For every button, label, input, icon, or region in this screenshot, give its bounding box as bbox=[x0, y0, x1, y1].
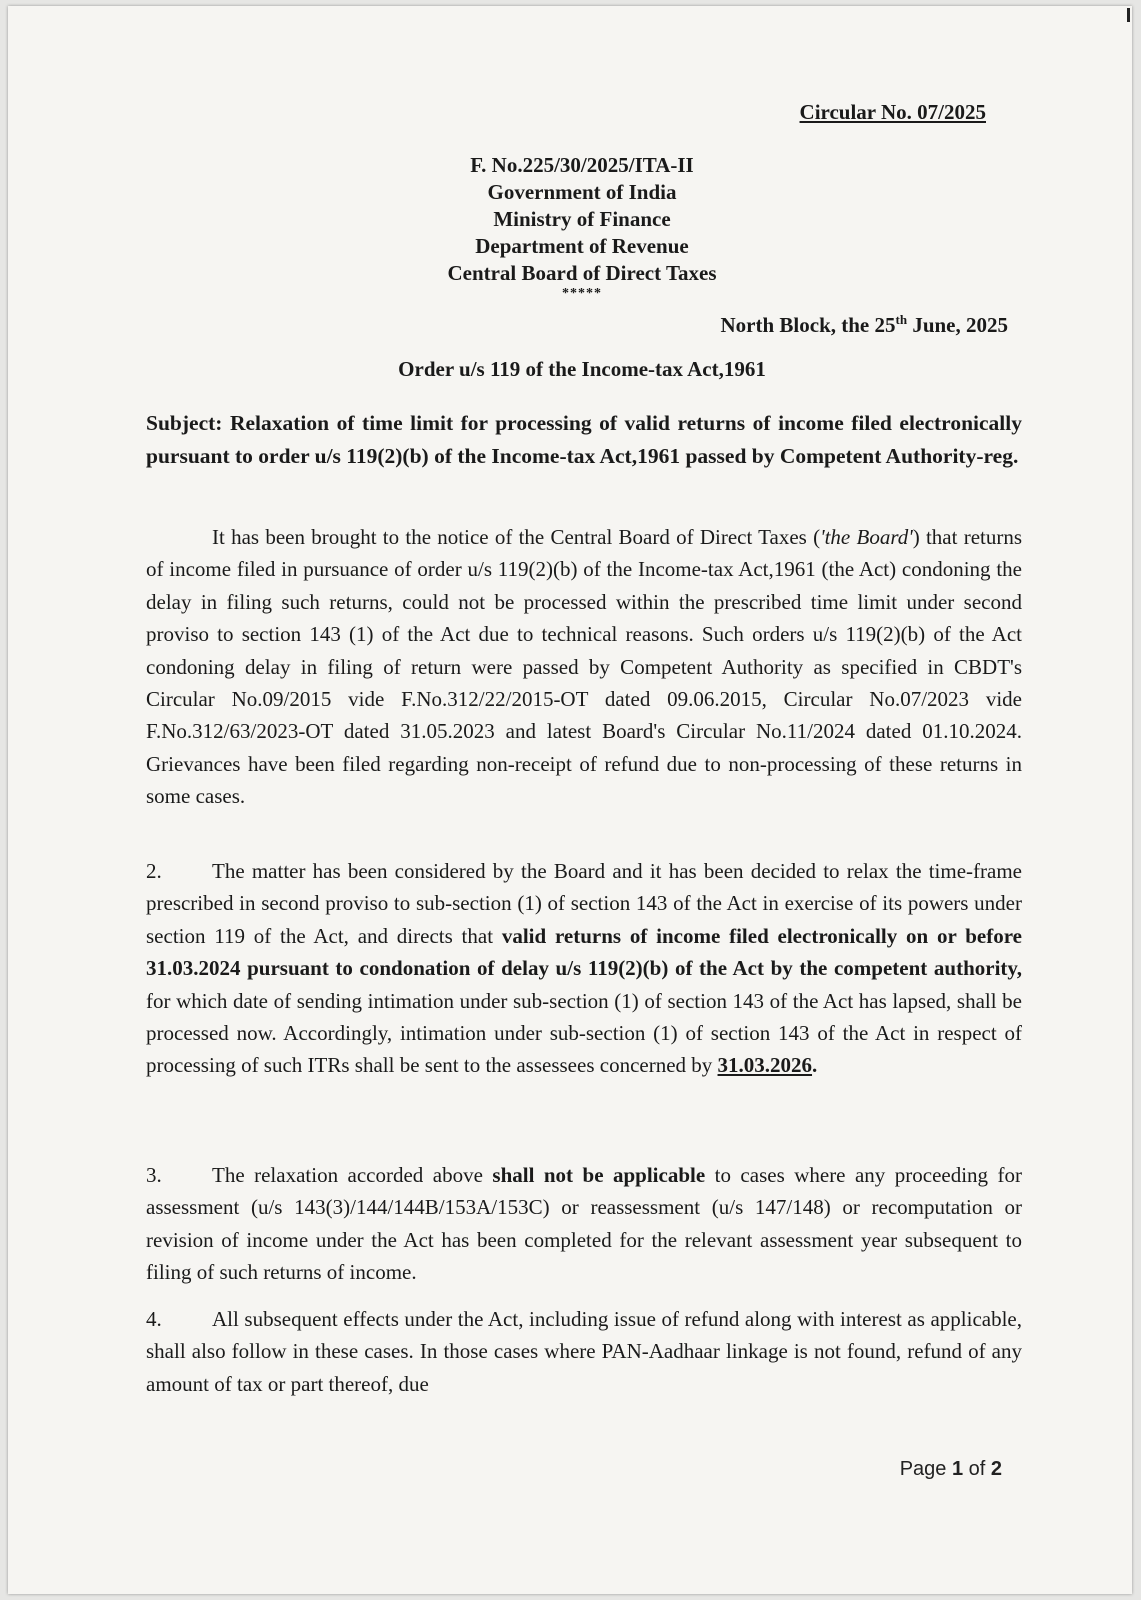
page-number: Page 1 of 2 bbox=[899, 1458, 1002, 1480]
order-title: Order u/s 119 of the Income-tax Act,1961 bbox=[398, 357, 766, 381]
date-line: North Block, the 25th June, 2025 bbox=[720, 312, 1008, 337]
separator-stars: ***** bbox=[562, 286, 602, 301]
circular-number: Circular No. 07/2025 bbox=[799, 100, 986, 124]
paragraph-number: 3. bbox=[146, 1163, 162, 1187]
paragraph-number: 4. bbox=[146, 1307, 162, 1331]
department-line: Department of Revenue bbox=[475, 234, 689, 258]
subject-line: Subject: Relaxation of time limit for processing of valid returns of income filed electronically pursuant to order u/s 119(2)(b) of the Income-tax Act,1961 passed by Competent Authority-reg. bbox=[146, 411, 1022, 468]
paragraph-4: 4. All subsequent effects under the Act, including issue of refund along with interest as applicable, shall also follow in these cases. In those cases where PAN-Aadhaar linkage is not found, refund of any amount of tax or part thereof, due bbox=[146, 1303, 1022, 1400]
paragraph-1: It has been brought to the notice of the Central Board of Direct Taxes ('the Board') that returns of income filed in pursuance of order u/s 119(2)(b) of the Income-tax Act,1961 (the Act) condoning the delay in filing such returns, could not be processed within the prescribed time limit under second proviso to section 143 (1) of the Act due to technical reasons. Such orders u/s 119(2)(b) of the Act condoning delay in filing of return were passed by Competent Authority as specified in CBDT's Circular No.09/2015 vide F.No.312/22/2015-OT dated 09.06.2015, Circular No.07/2023 vide F.No.312/63/2023-OT dated 31.05.2023 and latest Board's Circular No.11/2024 dated 01.10.2024. Grievances have been filed regarding non-receipt of refund due to non-processing of these returns in some cases. bbox=[146, 525, 1023, 809]
paragraph-3: 3. The relaxation accorded above shall not be applicable to cases where any proceeding for assessment (u/s 143(3)/144/144B/153A/153C) or reassessment (u/s 147/148) or recomputation or revision of income under the Act has been completed for the relevant assessment year subsequent to filing of such returns of income. bbox=[146, 1159, 1022, 1289]
board-line: Central Board of Direct Taxes bbox=[447, 261, 717, 285]
paragraph-number: 2. bbox=[146, 859, 162, 883]
letterhead bbox=[8, 152, 1132, 301]
deadline-date: 31.03.2026 bbox=[717, 1053, 813, 1078]
government-line: Government of India bbox=[487, 180, 677, 204]
document-page bbox=[8, 6, 1132, 1594]
scan-mark bbox=[1127, 8, 1130, 22]
paragraph-2: 2. The matter has been considered by the Board and it has been decided to relax the time-frame prescribed in second proviso to sub-section (1) of section 143 of the Act in exercise of its powers under section 119 of the Act, and directs that valid returns of income filed electronically on or before 31.03.2024 pursuant to condonation of delay u/s 119(2)(b) of the Act by the competent authority, for which date of sending intimation under sub-section (1) of section 143 of the Act has lapsed, shall be processed now. Accordingly, intimation under sub-section (1) of section 143 of the Act in respect of processing of such ITRs shall be sent to the assessees concerned by 31.03.2026. bbox=[146, 855, 1022, 1082]
ministry-line: Ministry of Finance bbox=[493, 207, 671, 231]
file-number: F. No.225/30/2025/ITA-II bbox=[470, 153, 694, 177]
